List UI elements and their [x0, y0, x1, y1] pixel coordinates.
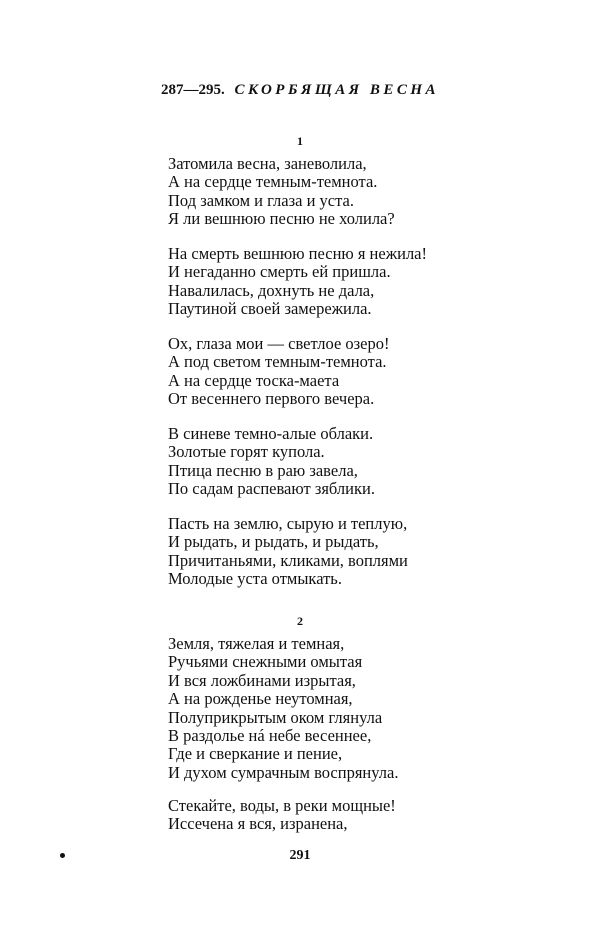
verse-line: Затомила весна, заневолила,: [168, 154, 367, 173]
verse-line: Полуприкрытым оком глянула: [168, 707, 383, 727]
verse-line: И вся ложбинами изрытая,: [168, 670, 356, 690]
stanza-2-1: [168, 635, 398, 782]
poem-cycle-name: СКОРБЯЩАЯ ВЕСНА: [234, 82, 439, 98]
verse-line: А на сердце темным-темнота.: [168, 172, 378, 192]
stanza-2-2: [168, 797, 396, 834]
verse-line: Ох, глаза мои — светлое озеро!: [168, 334, 390, 353]
poem-title: [0, 82, 600, 99]
verse-line: В синеве темно-алые облаки.: [168, 424, 374, 443]
verse-line: Под замком и глаза и уста.: [168, 190, 354, 210]
verse-line: Стекайте, воды, в реки мощные!: [168, 796, 396, 815]
verse-line: Иссечена я вся, изранена,: [168, 814, 348, 834]
verse-line: И рыдать, и рыдать, и рыдать,: [168, 532, 379, 552]
verse-line: Я ли вешнюю песню не холила?: [168, 209, 395, 229]
verse-line: Где и сверкание и пение,: [168, 744, 343, 764]
verse-line: Молодые уста отмыкать.: [168, 569, 342, 589]
part-number-1: 1: [297, 134, 303, 148]
verse-line: На смерть вешнюю песню я нежила!: [168, 244, 427, 263]
stanza-1-3: [168, 335, 390, 409]
poem-number-range: 287—295.: [161, 82, 225, 98]
verse-line: Земля, тяжелая и темная,: [168, 634, 345, 653]
verse-line: Паутиной своей замережила.: [168, 299, 372, 319]
stanza-1-1: [168, 155, 395, 229]
verse-line: Ручьями снежными омытая: [168, 652, 363, 672]
verse-line: Золотые горят купола.: [168, 442, 325, 462]
stanza-1-4: [168, 425, 375, 499]
verse-line: Навалилась, дохнуть не дала,: [168, 280, 375, 300]
verse-line: А на сердце тоска-маета: [168, 370, 340, 390]
verse-line: От весеннего первого вечера.: [168, 389, 375, 409]
verse-line: И негаданно смерть ей пришла.: [168, 262, 391, 282]
verse-line: И духом сумрачным воспрянула.: [168, 762, 399, 782]
verse-line: В раздолье нá небе весеннее,: [168, 726, 372, 746]
verse-line: А на рожденье неутомная,: [168, 689, 353, 709]
page-number: 291: [289, 848, 311, 863]
stanza-1-2: [168, 245, 427, 319]
verse-line: Пасть на землю, сырую и теплую,: [168, 514, 408, 533]
stanza-1-5: [168, 515, 408, 589]
verse-line: Птица песню в раю завела,: [168, 460, 358, 480]
verse-line: А под светом темным-темнота.: [168, 352, 387, 372]
part-number-2: 2: [297, 614, 303, 628]
verse-line: Причитаньями, кликами, воплями: [168, 550, 408, 570]
verse-line: По садам распевают зяблики.: [168, 479, 375, 499]
